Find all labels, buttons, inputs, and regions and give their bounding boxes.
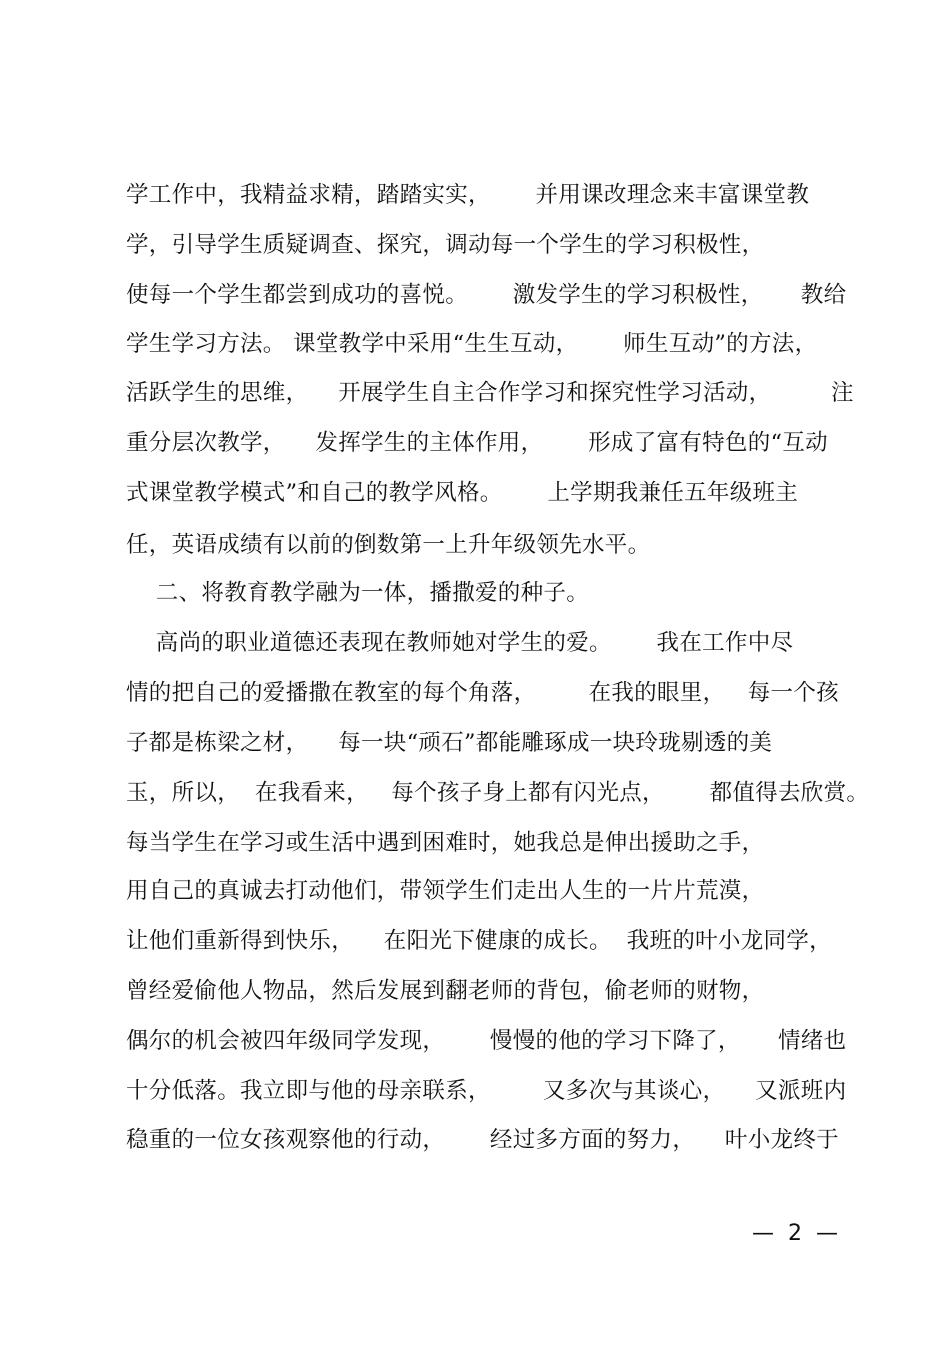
text-line: 高尚的职业道德还表现在教师她对学生的爱。 我在工作中尽 [126, 630, 794, 656]
page-number: — 2 — [752, 1221, 838, 1246]
text-line: 子都是栋梁之材， 每一块“顽石”都能雕琢成一块玲珑剔透的美 [126, 730, 773, 756]
text-line: 学，引导学生质疑调查、探究，调动每一个学生的学习积极性， [126, 232, 765, 258]
text-line: 活跃学生的思维， 开展学生自主合作学习和探究性学习活动， 注 [126, 380, 854, 406]
text-line: 学工作中，我精益求精，踏踏实实， 并用课改理念来丰富课堂教 [126, 182, 810, 208]
text-line: 曾经爱偷他人物品，然后发展到翻老师的背包，偷老师的财物， [126, 978, 765, 1004]
text-line: 让他们重新得到快乐， 在阳光下健康的成长。 我班的叶小龙同学， [126, 928, 832, 954]
text-line: 十分低落。我立即与他的母亲联系， 又多次与其谈心， 又派班内 [126, 1078, 847, 1104]
text-line: 式课堂教学模式”和自己的教学风格。 上学期我兼任五年级班主 [126, 480, 799, 506]
text-line: 重分层次教学， 发挥学生的主体作用， 形成了富有特色的“互动 [126, 430, 828, 456]
text-line: 玉，所以， 在我看来， 每个孩子身上都有闪光点， 都值得去欣赏。 [126, 780, 870, 806]
text-line: 偶尔的机会被四年级同学发现， 慢慢的他的学习下降了， 情绪也 [126, 1028, 847, 1054]
text-line: 使每一个学生都尝到成功的喜悦。 激发学生的学习积极性， 教给 [126, 282, 847, 308]
text-line: 用自己的真诚去打动他们，带领学生们走出人生的一片片荒漠， [126, 878, 765, 904]
text-line: 每当学生在学习或生活中遇到困难时，她我总是伸出援助之手， [126, 830, 765, 856]
text-line: 情的把自己的爱播撒在教室的每个角落， 在我的眼里， 每一个孩 [126, 680, 839, 706]
text-line: 稳重的一位女孩观察他的行动， 经过多方面的努力， 叶小龙终于 [126, 1127, 839, 1153]
text-line: 任，英语成绩有以前的倒数第一上升年级领先水平。 [126, 532, 651, 558]
text-line: 学生学习方法。 课堂教学中采用“生生互动， 师生互动”的方法， [126, 331, 818, 357]
section-heading: 二、将教育教学融为一体，播撒爱的种子。 [126, 580, 590, 606]
